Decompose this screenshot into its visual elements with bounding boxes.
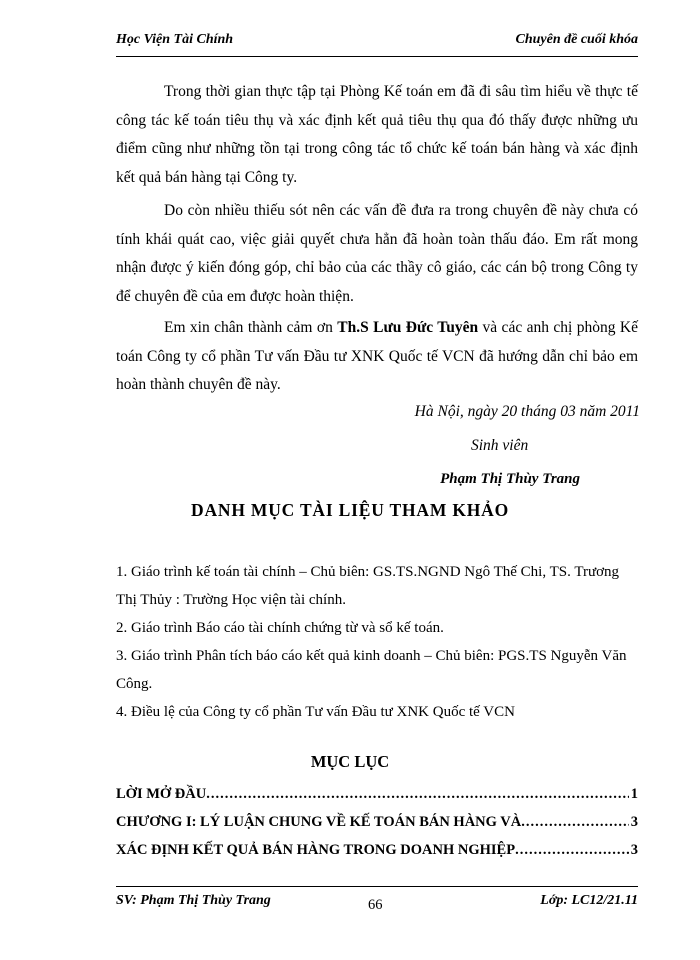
header-document-type: Chuyên đề cuối khóa [515,32,638,47]
toc-entry-page: 3 [630,814,638,830]
signature-date: Hà Nội, ngày 20 tháng 03 năm 2011 [414,403,640,420]
reference-item: 3. Giáo trình Phân tích báo cáo kết quả kinh doanh – Chủ biên: PGS.TS Nguyễn Văn Công. [116,648,627,692]
page-footer [116,886,638,913]
paragraph-internship-summary: Trong thời gian thực tập tại Phòng Kế toán em đã đi sâu tìm hiểu về thực tế công tác kế toán tiêu thụ và xác định kết quả tiêu thụ qua đó thấy được những ưu điểm cũng như những tồn tại trong công tác tổ chức kế toán bán hàng và xác định kết quả bán hàng tại Công ty. [116,83,638,186]
advisor-name: Th.S Lưu Đức Tuyên [337,319,479,336]
toc-entry[interactable] [116,836,638,864]
toc-entry[interactable] [116,780,638,808]
footer-student: SV: Phạm Thị Thùy Trang [116,893,271,908]
page-header [116,30,638,57]
toc-entry-title: XÁC ĐỊNH KẾT QUẢ BÁN HÀNG TRONG DOANH NGHIỆP [116,842,516,858]
toc-leader [521,808,629,836]
toc-entry-title: LỜI MỞ ĐẦU [116,786,207,802]
reference-item: 4. Điều lệ của Công ty cổ phần Tư vấn Đầu tư XNK Quốc tế VCN [116,704,515,720]
reference-item: 2. Giáo trình Báo cáo tài chính chứng từ và sổ kế toán. [116,620,444,636]
references-list [116,558,638,726]
toc-entry-page: 1 [630,786,638,802]
footer-class: Lớp: LC12/21.11 [540,893,638,908]
toc-entry-page: 3 [630,842,638,858]
toc-entry-title: CHƯƠNG I: LÝ LUẬN CHUNG VỀ KẾ TOÁN BÁN HÀNG VÀ [116,814,522,830]
toc-title: MỤC LỤC [310,752,390,771]
signature-name: Phạm Thị Thùy Trang [440,471,580,487]
references-title: DANH MỤC TÀI LIỆU THAM KHẢO [191,500,509,520]
paragraph-limitations: Do còn nhiều thiếu sót nên các vấn đề đưa ra trong chuyên đề này chưa có tính khái quát cao, việc giải quyết chưa hẳn đã hoàn toàn thấu đáo. Em rất mong nhận được ý kiến đóng góp, chỉ bảo của các thầy cô giáo, các cán bộ trong Công ty để chuyên đề của em được hoàn thiện. [116,202,638,305]
footer-page-number: 66 [368,897,383,913]
paragraph-acknowledgement: Em xin chân thành cảm ơn Th.S Lưu Đức Tuyên và các anh chị phòng Kế toán Công ty cổ phần Tư vấn Đầu tư XNK Quốc tế VCN đã hướng dẫn chỉ bảo em hoàn thành chuyên đề này. [116,319,638,393]
toc-entry[interactable] [116,808,638,836]
header-institution: Học Viện Tài Chính [116,32,234,47]
reference-item: 1. Giáo trình kế toán tài chính – Chủ biên: GS.TS.NGND Ngô Thế Chi, TS. Trương Thị Thủy : Trường Học viện tài chính. [116,564,620,608]
table-of-contents [116,780,638,864]
signature-role: Sinh viên [471,437,529,454]
toc-leader [206,780,629,808]
toc-leader [515,836,629,864]
